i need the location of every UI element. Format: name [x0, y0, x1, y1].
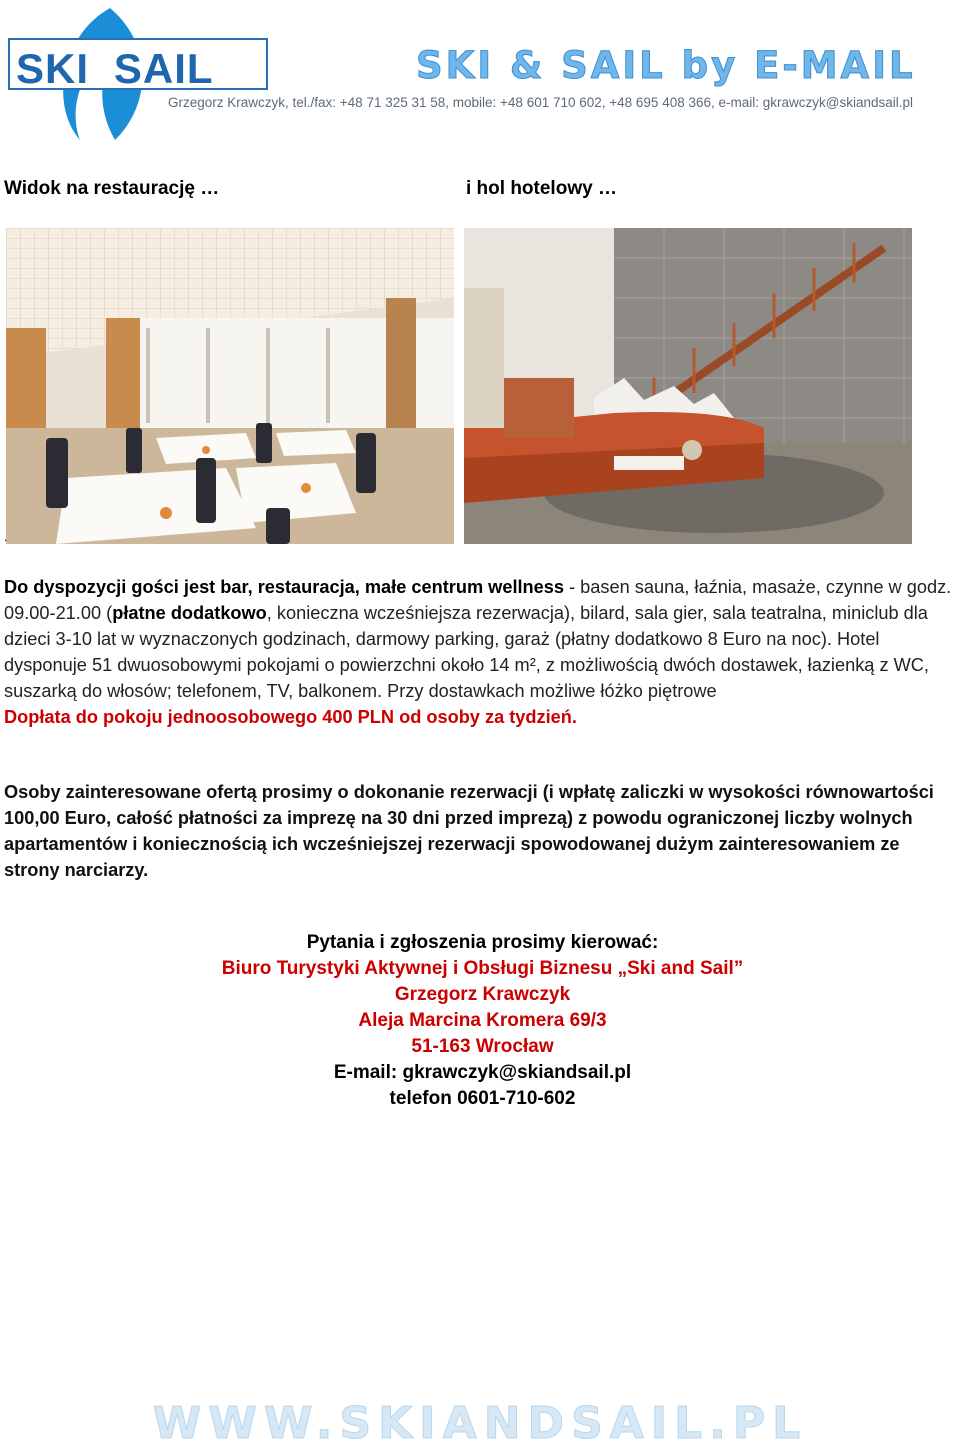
caption-hotel-lobby: i hol hotelowy … [466, 178, 617, 199]
logo [16, 40, 214, 93]
contact-phone[interactable]: telefon 0601-710-602 [389, 1088, 576, 1109]
contact-block [0, 930, 960, 1112]
reservation-info: Osoby zainteresowane ofertą prosimy o dokonanie rezerwacji (i wpłatę zaliczki w wysokości równowartości 100,00 Euro, całość płatności za imprezę na 30 dni przed imprezą) z powodu ograniczonej liczby wolnych apartamentów i koniecznością ich wcześniejszej rezerwacji spowodowanej dużym zainteresowaniem ze strony narciarzy. [4, 782, 934, 880]
facilities-bold: Do dyspozycji gości jest bar, restauracja, małe centrum wellness [4, 577, 565, 597]
rooms-text: , konieczna wcześniejsza rezerwacja), bilard, sala gier, sala teatralna, miniclub dla dzieci 3-10 lat w wyznaczonych godzinach, darmowy parking, garaż (płatny dodatkowo 8 Euro na noc). Hotel dysponuje 51 dwuosobowymi pokojami o powierzchni około 14 m², z możliwością dwóch dostawek, łazienką z WC, suszarką do włosów; telefonem, TV, balkonem. Przy dostawkach możliwe łóżko piętrowe [4, 603, 929, 701]
brand-title: SKI & SAIL by E-MAIL [416, 44, 916, 87]
paid-extra-bold: płatne dodatkowo [112, 603, 267, 623]
restaurant-photo [6, 228, 454, 544]
logo-right-text: SAIL [113, 45, 214, 92]
logo-ampersand: & [93, 51, 110, 76]
city-address: 51-163 Wrocław [411, 1036, 554, 1057]
logo-left-text: SKI [16, 45, 90, 92]
contact-person: Grzegorz Krawczyk [394, 984, 571, 1005]
single-room-surcharge: Dopłata do pokoju jednoosobowego 400 PLN od osoby za tydzień. [4, 707, 577, 727]
facilities-text: - basen sauna, łaźnia, masaże, czynne w godz. 09.00-21.00 ( [4, 577, 952, 623]
street-address: Aleja Marcina Kromera 69/3 [358, 1010, 607, 1031]
hotel-lobby-photo [464, 228, 912, 544]
contact-heading: Pytania i zgłoszenia prosimy kierować: [306, 932, 659, 953]
hotel-description [4, 574, 960, 730]
header-contact-line: Grzegorz Krawczyk, tel./fax: +48 71 325 31 58, mobile: +48 601 710 602, +48 695 408 366, e-mail: gkrawczyk@skiandsail.pl [168, 95, 914, 110]
contact-email[interactable]: E-mail: gkrawczyk@skiandsail.pl [333, 1062, 632, 1083]
footer-website-url[interactable]: WWW.SKIANDSAIL.PL [152, 1398, 808, 1449]
caption-restaurant: Widok na restaurację … [4, 178, 220, 199]
stray-dot: . [4, 530, 8, 544]
company-name: Biuro Turystyki Aktywnej i Obsługi Biznesu „Ski and Sail” [221, 958, 744, 979]
